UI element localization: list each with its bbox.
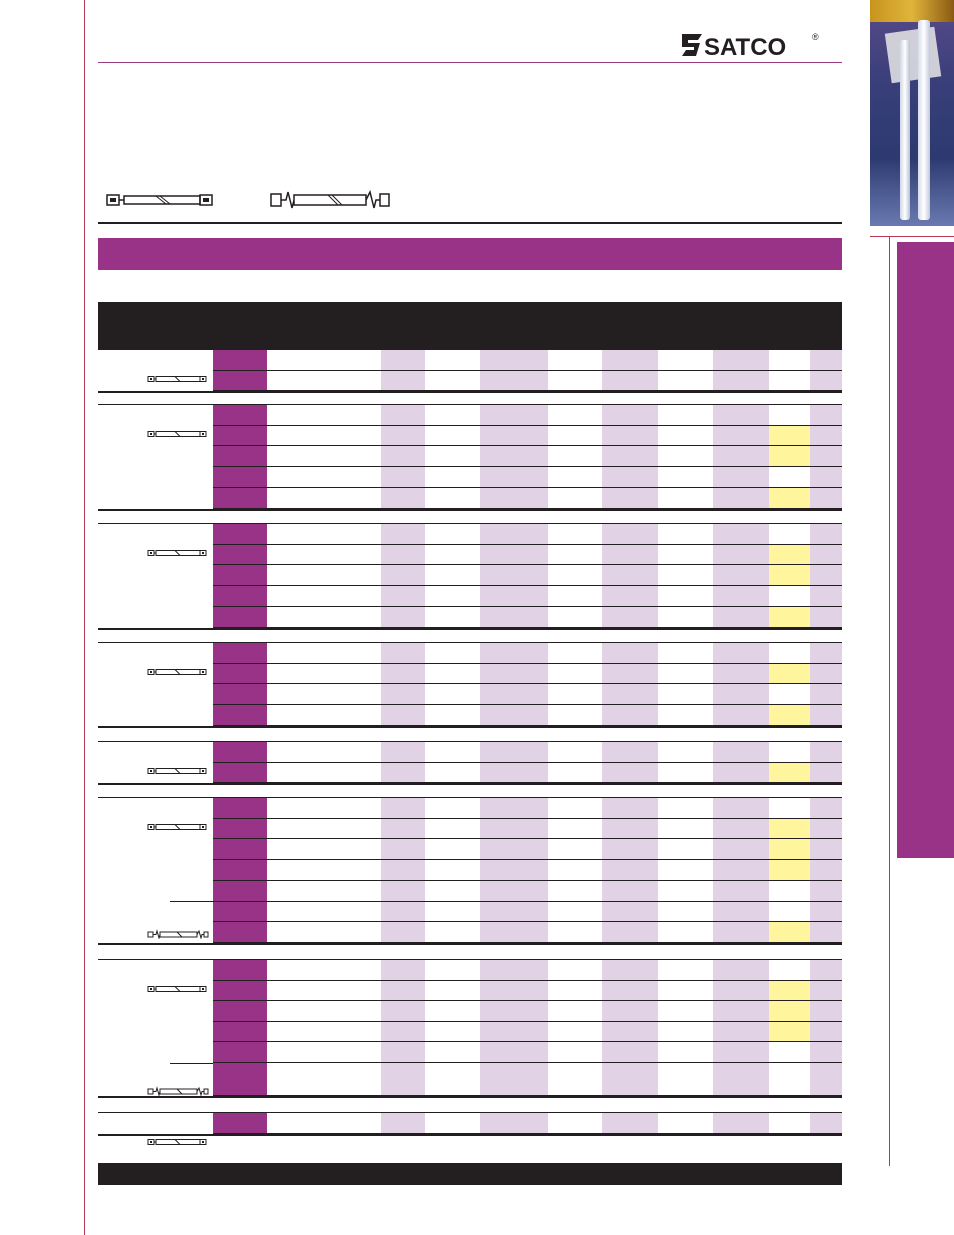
- tinted-column-cell: [810, 922, 842, 943]
- tinted-column-cell: [810, 426, 842, 447]
- product-code-cell: [213, 902, 267, 923]
- tinted-column-cell: [713, 1042, 769, 1063]
- logo-wordmark: SATCO: [704, 34, 787, 61]
- tinted-column-cell: [480, 371, 548, 392]
- group-divider: [98, 943, 842, 945]
- tinted-column-cell: [602, 371, 658, 392]
- product-code-cell: [213, 607, 267, 628]
- tinted-column-cell: [480, 1042, 548, 1063]
- tinted-column-cell: [810, 371, 842, 392]
- tinted-column-cell: [381, 705, 425, 726]
- tinted-column-cell: [602, 798, 658, 819]
- highlighted-cell: [769, 607, 810, 628]
- side-rule: [870, 236, 954, 237]
- double-ended-lamp-icon: [147, 667, 209, 677]
- tinted-column-cell: [713, 643, 769, 664]
- tinted-column-cell: [602, 881, 658, 902]
- tinted-column-cell: [602, 705, 658, 726]
- tinted-column-cell: [602, 1042, 658, 1063]
- tinted-column-cell: [713, 902, 769, 923]
- tinted-column-cell: [810, 586, 842, 607]
- tinted-column-cell: [810, 607, 842, 628]
- tinted-column-cell: [480, 798, 548, 819]
- tinted-column-cell: [480, 960, 548, 981]
- tinted-column-cell: [713, 742, 769, 763]
- tinted-column-cell: [480, 405, 548, 426]
- tinted-column-cell: [713, 705, 769, 726]
- highlighted-cell: [769, 426, 810, 447]
- product-code-cell: [213, 586, 267, 607]
- highlighted-cell: [769, 1022, 810, 1043]
- tinted-column-cell: [713, 446, 769, 467]
- tinted-column-cell: [381, 586, 425, 607]
- product-code-cell: [213, 545, 267, 566]
- tinted-column-cell: [602, 1001, 658, 1022]
- tinted-column-cell: [381, 684, 425, 705]
- tinted-column-cell: [381, 664, 425, 685]
- tinted-column-cell: [381, 1063, 425, 1096]
- group-top-rule: [98, 523, 842, 524]
- tinted-column-cell: [381, 819, 425, 840]
- tinted-column-cell: [480, 763, 548, 784]
- tinted-column-cell: [480, 524, 548, 545]
- tinted-column-cell: [602, 860, 658, 881]
- tinted-column-cell: [810, 902, 842, 923]
- double-ended-lamp-icon: [147, 1086, 209, 1096]
- tinted-column-cell: [602, 960, 658, 981]
- tinted-column-cell: [713, 565, 769, 586]
- tinted-column-cell: [713, 981, 769, 1002]
- tinted-column-cell: [810, 798, 842, 819]
- tinted-column-cell: [810, 488, 842, 509]
- tinted-column-cell: [713, 1063, 769, 1096]
- tinted-column-cell: [381, 1022, 425, 1043]
- tinted-column-cell: [480, 565, 548, 586]
- highlighted-cell: [769, 488, 810, 509]
- product-code-cell: [213, 565, 267, 586]
- tinted-column-cell: [713, 922, 769, 943]
- tinted-column-cell: [480, 1001, 548, 1022]
- tinted-column-cell: [602, 981, 658, 1002]
- tinted-column-cell: [381, 763, 425, 784]
- tinted-column-cell: [602, 839, 658, 860]
- product-code-cell: [213, 524, 267, 545]
- tinted-column-cell: [602, 586, 658, 607]
- tinted-column-cell: [381, 960, 425, 981]
- tinted-column-cell: [602, 405, 658, 426]
- tinted-column-cell: [480, 742, 548, 763]
- tinted-column-cell: [480, 426, 548, 447]
- double-ended-lamp-icon: [147, 766, 209, 776]
- tinted-column-cell: [810, 1113, 842, 1134]
- tinted-column-cell: [480, 488, 548, 509]
- tinted-column-cell: [602, 664, 658, 685]
- tinted-column-cell: [810, 1022, 842, 1043]
- tinted-column-cell: [602, 643, 658, 664]
- tinted-column-cell: [602, 467, 658, 488]
- product-code-cell: [213, 763, 267, 784]
- subgroup-divider: [170, 1063, 213, 1064]
- product-code-cell: [213, 371, 267, 392]
- group-divider: [98, 628, 842, 630]
- tinted-column-cell: [810, 643, 842, 664]
- highlighted-cell: [769, 1001, 810, 1022]
- tinted-column-cell: [381, 545, 425, 566]
- tinted-column-cell: [381, 350, 425, 371]
- tinted-column-cell: [602, 1063, 658, 1096]
- tinted-column-cell: [810, 819, 842, 840]
- tinted-column-cell: [480, 922, 548, 943]
- double-ended-lamp-icon: [147, 929, 209, 939]
- tinted-column-cell: [713, 426, 769, 447]
- tinted-column-cell: [480, 1113, 548, 1134]
- tinted-column-cell: [480, 881, 548, 902]
- tinted-column-cell: [381, 607, 425, 628]
- tinted-column-cell: [713, 524, 769, 545]
- product-code-cell: [213, 643, 267, 664]
- product-code-cell: [213, 664, 267, 685]
- highlighted-cell: [769, 922, 810, 943]
- product-code-cell: [213, 705, 267, 726]
- product-photo: [870, 0, 954, 226]
- double-ended-lamp-icon: [147, 429, 209, 439]
- tinted-column-cell: [480, 607, 548, 628]
- tinted-column-cell: [480, 664, 548, 685]
- tinted-column-cell: [480, 545, 548, 566]
- tinted-column-cell: [810, 981, 842, 1002]
- tinted-column-cell: [480, 1063, 548, 1096]
- tinted-column-cell: [713, 586, 769, 607]
- product-code-cell: [213, 684, 267, 705]
- tinted-column-cell: [381, 446, 425, 467]
- table-header-bar: [98, 302, 842, 350]
- tinted-column-cell: [381, 798, 425, 819]
- tinted-column-cell: [381, 643, 425, 664]
- tinted-column-cell: [602, 350, 658, 371]
- tinted-column-cell: [810, 684, 842, 705]
- tinted-column-cell: [480, 902, 548, 923]
- tinted-column-cell: [810, 742, 842, 763]
- tinted-column-cell: [713, 467, 769, 488]
- tinted-column-cell: [381, 922, 425, 943]
- product-code-cell: [213, 1001, 267, 1022]
- header-rule: [98, 62, 842, 63]
- tinted-column-cell: [810, 405, 842, 426]
- highlighted-cell: [769, 763, 810, 784]
- tinted-column-cell: [810, 1063, 842, 1096]
- section-side-tab: [897, 242, 954, 858]
- product-code-cell: [213, 446, 267, 467]
- tinted-column-cell: [713, 819, 769, 840]
- double-ended-lamp-icon: [106, 190, 218, 210]
- product-code-cell: [213, 960, 267, 981]
- highlighted-cell: [769, 664, 810, 685]
- tinted-column-cell: [713, 664, 769, 685]
- tinted-column-cell: [381, 488, 425, 509]
- tinted-column-cell: [381, 1113, 425, 1134]
- tinted-column-cell: [381, 981, 425, 1002]
- tinted-column-cell: [713, 488, 769, 509]
- highlighted-cell: [769, 981, 810, 1002]
- tinted-column-cell: [602, 1113, 658, 1134]
- product-code-cell: [213, 405, 267, 426]
- group-divider: [98, 509, 842, 511]
- side-vertical-rule: [889, 236, 890, 1166]
- tinted-column-cell: [602, 426, 658, 447]
- tinted-column-cell: [381, 839, 425, 860]
- double-ended-lamp-icon: [147, 822, 209, 832]
- group-top-rule: [98, 741, 842, 742]
- tinted-column-cell: [713, 684, 769, 705]
- tinted-column-cell: [480, 467, 548, 488]
- tinted-column-cell: [381, 405, 425, 426]
- tinted-column-cell: [713, 881, 769, 902]
- tinted-column-cell: [480, 981, 548, 1002]
- group-top-rule: [98, 797, 842, 798]
- tinted-column-cell: [602, 524, 658, 545]
- tinted-column-cell: [810, 960, 842, 981]
- tinted-column-cell: [602, 763, 658, 784]
- double-ended-lamp-icon: [270, 188, 390, 212]
- tinted-column-cell: [602, 742, 658, 763]
- product-code-cell: [213, 881, 267, 902]
- product-code-cell: [213, 1113, 267, 1134]
- tinted-column-cell: [602, 565, 658, 586]
- tinted-column-cell: [602, 684, 658, 705]
- tinted-column-cell: [381, 426, 425, 447]
- double-ended-lamp-icon: [147, 984, 209, 994]
- group-top-rule: [98, 959, 842, 960]
- tinted-column-cell: [381, 524, 425, 545]
- tinted-column-cell: [810, 839, 842, 860]
- tinted-column-cell: [810, 881, 842, 902]
- tinted-column-cell: [713, 798, 769, 819]
- tinted-column-cell: [810, 565, 842, 586]
- tinted-column-cell: [602, 1022, 658, 1043]
- tinted-column-cell: [381, 902, 425, 923]
- product-code-cell: [213, 798, 267, 819]
- double-ended-lamp-icon: [147, 1137, 209, 1147]
- page-margin-rule: [84, 0, 85, 1235]
- group-divider: [98, 726, 842, 728]
- tinted-column-cell: [810, 860, 842, 881]
- product-code-cell: [213, 860, 267, 881]
- highlighted-cell: [769, 565, 810, 586]
- tinted-column-cell: [713, 607, 769, 628]
- tinted-column-cell: [713, 860, 769, 881]
- highlighted-cell: [769, 860, 810, 881]
- tinted-column-cell: [602, 922, 658, 943]
- product-code-cell: [213, 1042, 267, 1063]
- tinted-column-cell: [602, 819, 658, 840]
- tinted-column-cell: [810, 763, 842, 784]
- tinted-column-cell: [480, 1022, 548, 1043]
- product-code-cell: [213, 922, 267, 943]
- product-code-cell: [213, 819, 267, 840]
- registered-mark: ®: [812, 32, 819, 42]
- table-footer-bar: [98, 1163, 842, 1185]
- tinted-column-cell: [810, 1001, 842, 1022]
- section-rule: [98, 222, 842, 224]
- highlighted-cell: [769, 446, 810, 467]
- tinted-column-cell: [602, 902, 658, 923]
- tinted-column-cell: [810, 705, 842, 726]
- satco-logo: [680, 28, 822, 62]
- tinted-column-cell: [480, 586, 548, 607]
- tinted-column-cell: [713, 371, 769, 392]
- tinted-column-cell: [713, 545, 769, 566]
- tinted-column-cell: [810, 467, 842, 488]
- tinted-column-cell: [381, 565, 425, 586]
- highlighted-cell: [769, 705, 810, 726]
- highlighted-cell: [769, 545, 810, 566]
- tinted-column-cell: [381, 1042, 425, 1063]
- tinted-column-cell: [480, 705, 548, 726]
- tinted-column-cell: [713, 839, 769, 860]
- group-divider: [98, 1096, 842, 1098]
- product-code-cell: [213, 1063, 267, 1096]
- product-code-cell: [213, 742, 267, 763]
- tinted-column-cell: [381, 742, 425, 763]
- tinted-column-cell: [480, 684, 548, 705]
- tinted-column-cell: [480, 819, 548, 840]
- tinted-column-cell: [810, 524, 842, 545]
- tinted-column-cell: [381, 881, 425, 902]
- tinted-column-cell: [713, 1022, 769, 1043]
- tinted-column-cell: [602, 446, 658, 467]
- subgroup-divider: [170, 901, 213, 902]
- group-divider: [98, 783, 842, 785]
- tinted-column-cell: [810, 664, 842, 685]
- tinted-column-cell: [381, 371, 425, 392]
- group-divider: [98, 391, 842, 393]
- tinted-column-cell: [810, 1042, 842, 1063]
- tinted-column-cell: [381, 860, 425, 881]
- product-code-cell: [213, 1022, 267, 1043]
- tinted-column-cell: [713, 405, 769, 426]
- product-code-cell: [213, 350, 267, 371]
- tinted-column-cell: [713, 960, 769, 981]
- tinted-column-cell: [480, 446, 548, 467]
- tinted-column-cell: [602, 545, 658, 566]
- group-top-rule: [98, 1112, 842, 1113]
- highlighted-cell: [769, 839, 810, 860]
- product-code-cell: [213, 981, 267, 1002]
- double-ended-lamp-icon: [147, 548, 209, 558]
- product-code-cell: [213, 467, 267, 488]
- tinted-column-cell: [381, 1001, 425, 1022]
- tinted-column-cell: [602, 607, 658, 628]
- tinted-column-cell: [480, 860, 548, 881]
- product-code-cell: [213, 488, 267, 509]
- tinted-column-cell: [480, 839, 548, 860]
- tinted-column-cell: [381, 467, 425, 488]
- product-code-cell: [213, 426, 267, 447]
- tinted-column-cell: [602, 488, 658, 509]
- group-top-rule: [98, 642, 842, 643]
- highlighted-cell: [769, 819, 810, 840]
- product-code-cell: [213, 839, 267, 860]
- tinted-column-cell: [713, 1001, 769, 1022]
- group-divider: [98, 1134, 842, 1136]
- tinted-column-cell: [713, 350, 769, 371]
- tinted-column-cell: [713, 763, 769, 784]
- tinted-column-cell: [810, 545, 842, 566]
- tinted-column-cell: [713, 1113, 769, 1134]
- tinted-column-cell: [810, 446, 842, 467]
- double-ended-lamp-icon: [147, 374, 209, 384]
- tinted-column-cell: [810, 350, 842, 371]
- group-top-rule: [98, 404, 842, 405]
- section-title-bar: [98, 238, 842, 270]
- tinted-column-cell: [480, 350, 548, 371]
- tinted-column-cell: [480, 643, 548, 664]
